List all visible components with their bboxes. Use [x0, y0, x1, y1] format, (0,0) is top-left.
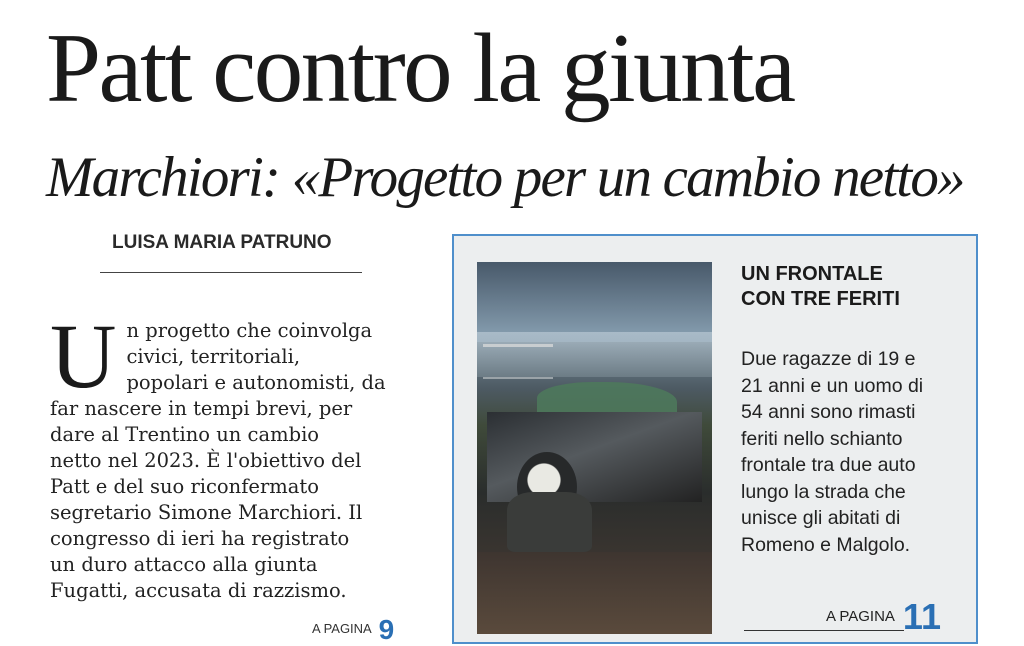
- page-reference-number: 11: [902, 596, 941, 637]
- page-reference-label: A PAGINA: [312, 621, 372, 636]
- article-line: popolari e autonomisti, da: [126, 371, 386, 394]
- photo-sky: [477, 262, 712, 342]
- article-line: un duro attacco alla giunta: [50, 553, 318, 576]
- article-page-reference[interactable]: [312, 614, 394, 646]
- article-line: n progetto che coinvolga: [126, 319, 373, 342]
- headline: Patt contro la giunta: [46, 14, 794, 123]
- brief-line: Romeno e Malgolo.: [741, 533, 911, 556]
- article-line: far nascere in tempi brevi, per: [50, 397, 353, 420]
- crash-photo: [477, 262, 712, 634]
- brief-line: Due ragazze di 19 e: [741, 348, 916, 370]
- article-line: Patt e del suo riconfermato: [50, 475, 319, 498]
- drop-cap: U: [50, 305, 117, 407]
- brief-title-line: UN FRONTALE: [741, 263, 883, 285]
- article-line: netto nel 2023. È l'obiettivo del: [50, 449, 362, 472]
- photo-firefighter-body: [507, 492, 592, 552]
- brief-line: 21 anni e un uomo di: [741, 374, 924, 397]
- brief-title-line: CON TRE FERITI: [741, 288, 900, 310]
- photo-ground: [477, 552, 712, 634]
- article-line: Fugatti, accusata di razzismo.: [50, 579, 347, 602]
- brief-page-reference[interactable]: [826, 596, 941, 638]
- byline: LUISA MARIA PATRUNO: [112, 232, 332, 253]
- article-line: congresso di ieri ha registrato: [50, 527, 350, 550]
- subheadline: Marchiori: «Progetto per un cambio netto»: [46, 146, 964, 209]
- brief-line: unisce gli abitati di: [741, 507, 901, 529]
- article-body: [50, 305, 422, 604]
- page-reference-number: 9: [378, 614, 395, 645]
- page-reference-label: A PAGINA: [826, 608, 895, 625]
- article-line: dare al Trentino un cambio: [50, 423, 320, 446]
- byline-divider: [100, 272, 362, 273]
- brief-line: lungo la strada che: [741, 480, 906, 503]
- brief-line: feriti nello schianto: [741, 427, 903, 450]
- brief-title: [741, 262, 961, 312]
- photo-guardrail: [483, 344, 553, 379]
- brief-line: 54 anni sono rimasti: [741, 401, 916, 423]
- brief-body: [741, 346, 971, 558]
- brief-line: frontale tra due auto: [741, 454, 916, 476]
- article-line: segretario Simone Marchiori. Il: [50, 501, 363, 524]
- article-line: civici, territoriali,: [126, 345, 301, 368]
